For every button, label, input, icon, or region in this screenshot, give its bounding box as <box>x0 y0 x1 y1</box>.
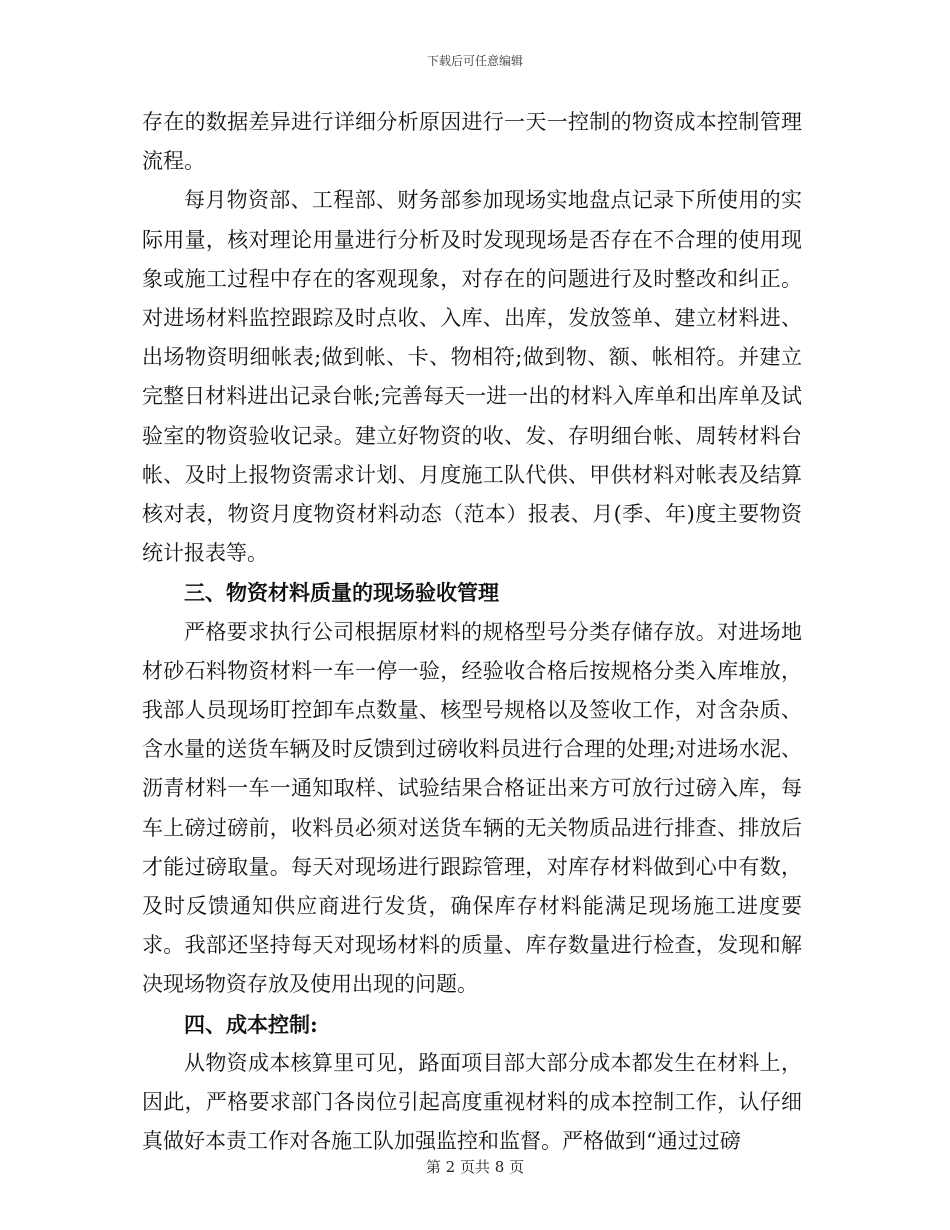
paragraph-quality-inspection: 严格要求执行公司根据原材料的规格型号分类存储存放。对进场地材砂石料物资材料一车一停一验，经验收合格后按规格分类入库堆放，我部人员现场盯控卸车点数量、核型号规格以及签收工作，对含杂质、含水量的送货车辆及时反馈到过磅收料员进行合理的处理;对进场水泥、沥青材料一车一通知取样、试验结果合格证出来方可放行过磅入库，每车上磅过磅前，收料员必须对送货车辆的无关物质品进行排查、排放后才能过磅取量。每天对现场进行跟踪管理，对库存材料做到心中有数，及时反馈通知供应商进行发货，确保库存材料能满足现场施工进度要求。我部还坚持每天对现场材料的质量、库存数量进行检查，发现和解决现场物资存放及使用出现的问题。 <box>142 619 802 997</box>
document-body <box>142 103 802 1161</box>
paragraph-cost-control: 从物资成本核算里可见，路面项目部大部分成本都发生在材料上，因此，严格要求部门各岗位引起高度重视材料的成本控制工作，认仔细真做好本责工作对各施工队加强监控和监督。严格做到“通过过磅 <box>142 1050 802 1154</box>
paragraph-monthly-inventory: 每月物资部、工程部、财务部参加现场实地盘点记录下所使用的实际用量，核对理论用量进行分析及时发现现场是否存在不合理的使用现象或施工过程中存在的客观现象，对存在的问题进行及时整改和纠正。对进场材料监控跟踪及时点收、入库、出库，发放签单、建立材料进、出场物资明细帐表;做到帐、卡、物相符;做到物、额、帐相符。并建立完整日材料进出记录台帐;完善每天一进一出的材料入库单和出库单及试验室的物资验收记录。建立好物资的收、发、存明细台帐、周转材料台帐、及时上报物资需求计划、月度施工队代供、甲供材料对帐表及结算核对表，物资月度物资材料动态（范本）报表、月(季、年)度主要物资统计报表等。 <box>142 188 802 566</box>
page-header: 下载后可任意编辑 <box>426 54 523 68</box>
section-heading-cost-control: 四、成本控制: <box>184 1011 318 1037</box>
page-number: 第 2 页共 8 页 <box>425 1158 525 1176</box>
section-heading-quality-inspection: 三、物资材料质量的现场验收管理 <box>184 580 499 606</box>
paragraph-continuation: 存在的数据差异进行详细分析原因进行一天一控制的物资成本控制管理流程。 <box>142 110 802 174</box>
